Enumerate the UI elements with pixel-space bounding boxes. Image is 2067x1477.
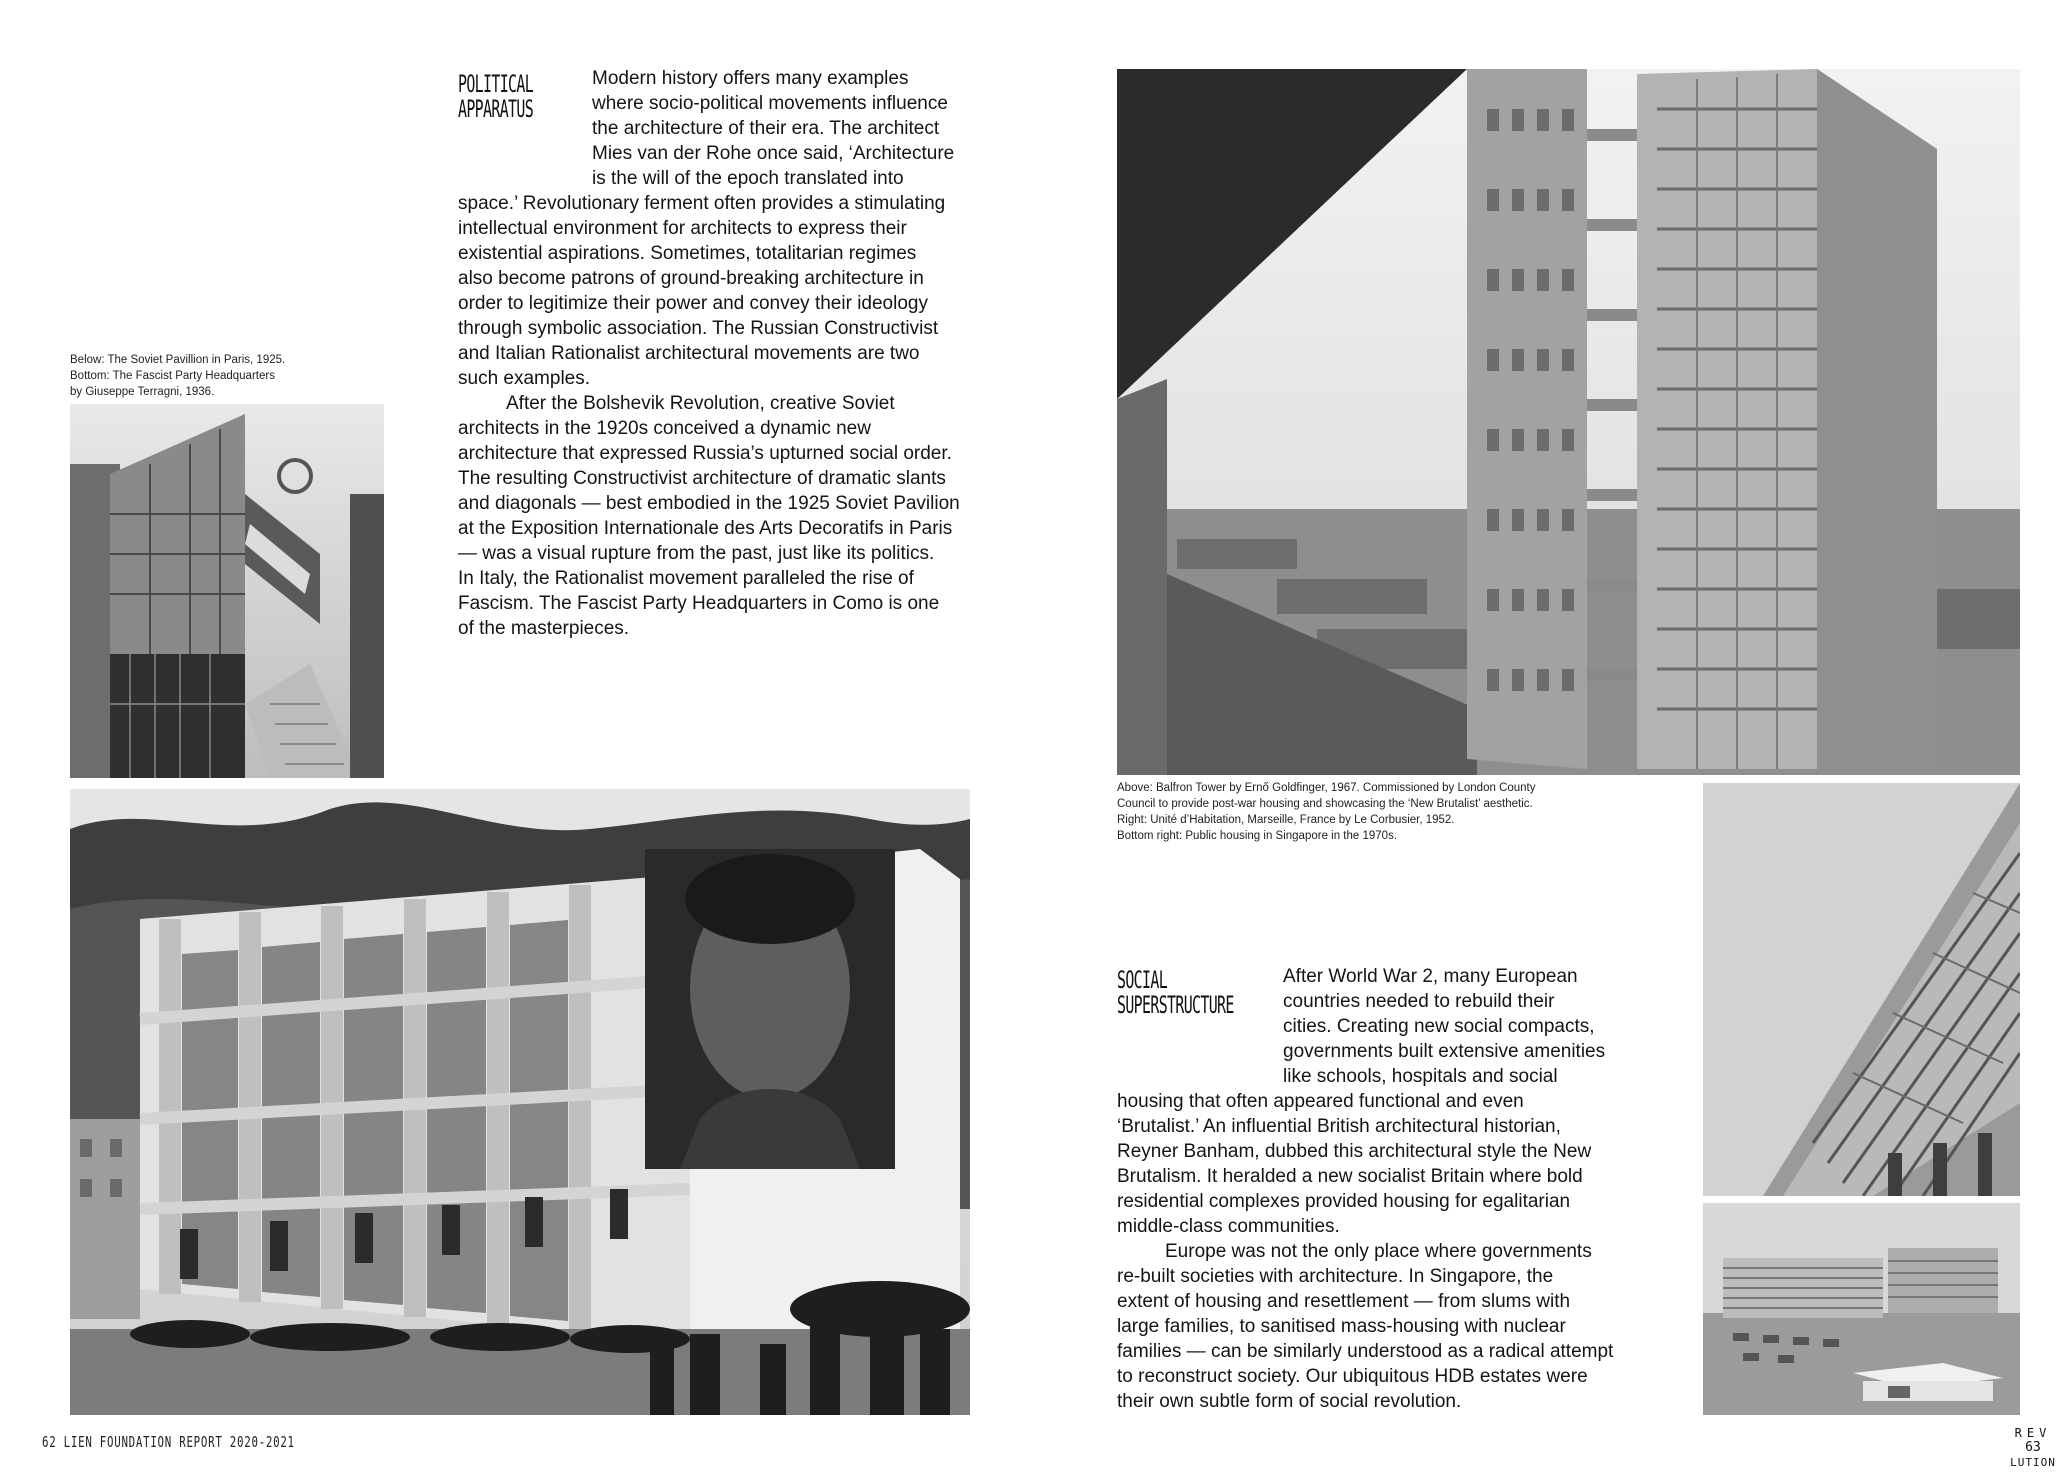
paragraph-1: After World War 2, many European countries needed to rebuild their cities. Creating new social compacts, governments built extensive amenities like schools, hospitals and social housing that often appeared functional and even ‘Brutalist.’ An influential British architectural historian, Reyner Banham, dubbed this architectural style the New Brutalism. It heralded a new socialist Britain where bold residential complexes provided housing for egalitarian middle-class communities. [1117,966,1606,1237]
unite-habitation-photo [1703,783,2020,1196]
political-apparatus-body [458,66,978,641]
page-number-right: 63 [2025,1440,2041,1455]
right-page-caption: Above: Balfron Tower by Ernő Goldfinger, 1967. Commissioned by London County Council to provide post-war housing and showcasing the ‘New Brutalist’ aesthetic. Right: Unité d’Habitation, Marseille, France by Le Corbusier, 1952. Bottom right: Public housing in Singapore in the 1970s. [1117,782,1536,842]
balfron-tower-photo [1117,69,2020,775]
revolution-logo-top: REV [2014,1426,2052,1440]
paragraph-1: Modern history offers many examples where socio-political movements influence the architecture of their era. The architect Mies van der Rohe once said, ‘Architecture is the will of the epoch translated into space.’ Revolutionary ferment often provides a stimulating intellectual environment for architects to express their existential aspirations. Sometimes, totalitarian regimes also become patrons of ground-breaking architecture in order to legitimize their power and convey their ideology through symbolic association. The Russian Constructivist and Italian Rationalist architectural movements are two such examples. [458,68,955,389]
section-heading-political-apparatus: POLITICAL APPARATUS [458,70,534,123]
section-heading-social-superstructure: SOCIAL SUPERSTRUCTURE [1117,966,1234,1019]
soviet-pavilion-photo [70,404,384,778]
soviet-pavilion-caption: Below: The Soviet Pavillion in Paris, 1925. Bottom: The Fascist Party Headquarters by Giuseppe Terragni, 1936. [70,354,286,398]
page-folio-logo [2005,1418,2061,1474]
fascist-party-headquarters-photo [70,789,970,1415]
paragraph-2: Europe was not the only place where governments re-built societies with architecture. In Singapore, the extent of housing and resettlement — from slums with large families, to sanitised mass-housing with nuclear families — can be similarly understood as a radical attempt to reconstruct society. Our ubiquitous HDB estates were their own subtle form of social revolution. [1117,1241,1614,1412]
page-footer-left: 62 LIEN FOUNDATION REPORT 2020-2021 [42,1433,295,1451]
social-superstructure-body [1117,964,1637,1414]
paragraph-2: After the Bolshevik Revolution, creative Soviet architects in the 1920s conceived a dynamic new architecture that expressed Russia’s upturned social order. The resulting Constructivist architecture of dramatic slants and diagonals — best embodied in the 1925 Soviet Pavilion at the Exposition Internationale des Arts Decoratifs in Paris — was a visual rupture from the past, just like its politics. In Italy, the Rationalist movement paralleled the rise of Fascism. The Fascist Party Headquarters in Como is one of the masterpieces. [458,393,960,639]
revolution-logo-bottom: LUTION [2010,1456,2056,1469]
singapore-public-housing-photo [1703,1203,2020,1415]
